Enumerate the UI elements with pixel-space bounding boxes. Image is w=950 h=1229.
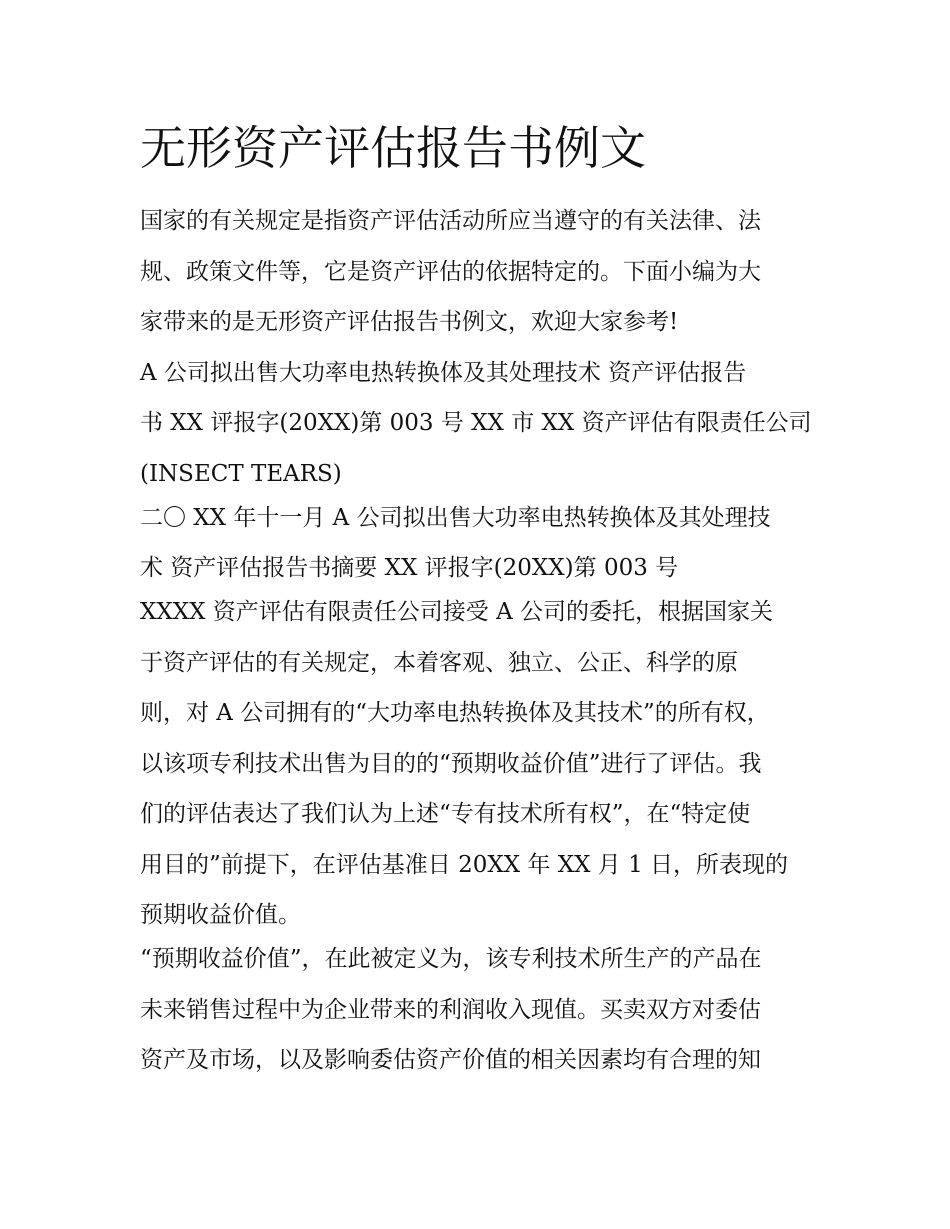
document-body bbox=[140, 196, 820, 1086]
text-line: 用目的”前提下，在评估基准日 20XX 年 XX 月 1 日，所表现的 bbox=[140, 851, 789, 878]
text-line: 以该项专利技术出售为目的的“预期收益价值”进行了评估。我 bbox=[140, 750, 762, 777]
paragraph-intro bbox=[140, 196, 820, 348]
text-line: 资产及市场，以及影响委估资产价值的相关因素均有合理的知 bbox=[140, 1047, 761, 1073]
text-line: 预期收益价值。 bbox=[140, 902, 301, 928]
text-line: “预期收益价值”，在此被定义为，该专利技术所生产的产品在 bbox=[140, 946, 762, 972]
text-line: A 公司拟出售大功率电热转换体及其处理技术 资产评估报告 bbox=[140, 359, 747, 386]
paragraph-engagement bbox=[140, 587, 820, 934]
text-line: 国家的有关规定是指资产评估活动所应当遵守的有关法律、法 bbox=[140, 208, 761, 234]
text-line: 则，对 A 公司拥有的“大功率电热转换体及其技术”的所有权， bbox=[140, 700, 770, 726]
text-line: 二〇 XX 年十一月 A 公司拟出售大功率电热转换体及其处理技 bbox=[140, 504, 771, 531]
text-line: 家带来的是无形资产评估报告书例文，欢迎大家参考! bbox=[140, 309, 679, 335]
text-line: XXXX 资产评估有限责任公司接受 A 公司的委托，根据国家关 bbox=[140, 599, 774, 625]
text-line: 于资产评估的有关规定，本着客观、独立、公正、科学的原 bbox=[140, 649, 738, 676]
document-title: 无形资产评估报告书例文 bbox=[140, 121, 646, 175]
text-line: (INSECT TEARS) bbox=[140, 460, 342, 487]
text-line: 规、政策文件等，它是资产评估的依据特定的。下面小编为大 bbox=[140, 258, 761, 285]
text-line: 书 XX 评报字(20XX)第 003 号 XX 市 XX 资产评估有限责任公司 bbox=[140, 410, 812, 436]
text-line: 未来销售过程中为企业带来的利润收入现值。买卖双方对委估 bbox=[140, 996, 761, 1023]
text-line: 们的评估表达了我们认为上述“专有技术所有权”，在“特定使 bbox=[140, 801, 751, 827]
paragraph-definition bbox=[140, 934, 820, 1086]
paragraph-report-heading bbox=[140, 348, 820, 493]
text-line: 术 资产评估报告书摘要 XX 评报字(20XX)第 003 号 bbox=[140, 555, 679, 581]
paragraph-report-summary-heading bbox=[140, 493, 820, 588]
